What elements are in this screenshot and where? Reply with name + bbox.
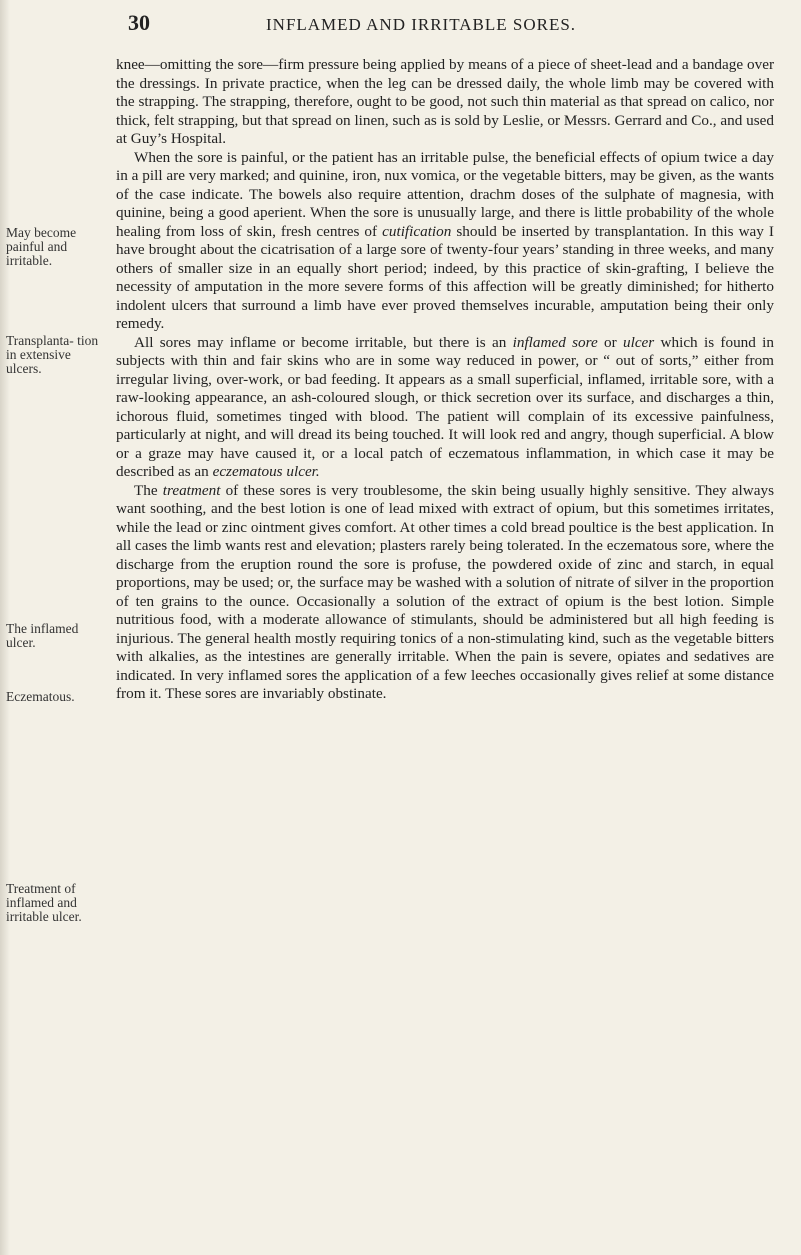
- italic-term: ulcer: [623, 333, 655, 351]
- text-run: which is found in subjects with thin and fair skins who are in some way reduced in power, or “ out of sorts,” either from irregular living, over-work, or bad feeding. It appears as a small superficial, inflamed, irritable sore, with a raw-looking appearance, an ash-coloured slough, or thick secretion over its surface, and discharges a thin, ichorous fluid, sometimes tinged with blood. The patient will complain of its excessive painfulness, particularly at night, and will dread its being touched. It will look red and angry, though superficial. A blow or a graze may have caused it, or a local patch of eczematous inflammation, in which case it may be described as an: [116, 333, 774, 480]
- text-run: The: [134, 481, 163, 499]
- text-run: When the sore is painful, or the patient has an irritable pulse, the beneficial effects of opium twice a day in a pill are very marked; and quinine, iron, nux vomica, or the vegetable bitters, may be given, as the wants of the case indicate. The bowels also require attention, drachm doses of the sulphate of magnesia, with quinine, being a good aperient. When the sore is unusually large, and there is little probability of the whole healing from loss of skin, fresh centres of: [116, 148, 774, 240]
- italic-term: cutification: [382, 222, 452, 240]
- margin-note-eczematous: Eczematous.: [6, 689, 75, 704]
- italic-term: inflamed sore: [512, 333, 598, 351]
- page-header: [128, 10, 768, 36]
- margin-note-inflamed-ulcer: The inflamed ulcer.: [6, 621, 79, 650]
- text-run: of these sores is very troublesome, the skin being usually highly sensitive. They always want soothing, and the best lotion is one of lead mixed with extract of opium, but this sometimes irritates, while the lead or zinc ointment gives comfort. At other times a cold bread poultice is the best application. In all cases the limb wants rest and elevation; plasters rarely being tolerated. In the eczematous sore, where the discharge from the eruption round the sore is profuse, the powdered oxide of zinc and starch, in equal proportions, may be used; or, the surface may be washed with a solution of nitrate of silver in the proportion of ten grains to the ounce. Occasionally a solution of the extract of opium is the best lotion. Simple nutritious food, with a moderate allowance of stimulants, should be administered but all high feeding is injurious. The general health mostly requiring tonics of a non-stimulating kind, such as the vegetable bitters with alkalies, as the intestines are generally irritable. When the pain is severe, opiates and sedatives are indicated. In very inflamed sores the application of a few leeches occasionally gives relief at some distance from it. These sores are invariably obstinate.: [116, 481, 774, 702]
- paragraph: [116, 56, 774, 149]
- body-text: [116, 56, 774, 704]
- text-run: knee—omitting the sore—firm pressure being applied by means of a piece of sheet-lead and a bandage over the dressings. In private practice, when the leg can be dressed daily, the whole limb may be covered with the strapping. The strapping, therefore, ought to be good, not such thin material as that spread on calico, nor thick, felt strapping, but that spread on linen, such as is sold by Leslie, or Messrs. Gerrard and Co., and used at Guy’s Hospital.: [116, 56, 774, 147]
- text-run: or: [597, 333, 623, 351]
- paragraph: [116, 149, 774, 334]
- margin-note-treatment: Treatment of inflamed and irritable ulcer.: [6, 881, 82, 924]
- page-number: 30: [128, 10, 150, 35]
- margin-note-painful: May become painful and irritable.: [6, 225, 77, 268]
- text-run: All sores may inflame or become irritable, but there is an: [134, 333, 513, 351]
- italic-term: treatment: [162, 481, 221, 499]
- italic-term: eczematous ulcer.: [212, 463, 320, 480]
- paragraph: [116, 334, 774, 482]
- margin-note-transplantation: Transplanta- tion in extensive ulcers.: [6, 333, 99, 376]
- paragraph: [116, 482, 774, 704]
- text-run: should be inserted by transplantation. In this way I have brought about the cicatrisation of a large sore of twenty-four years’ standing in three weeks, and many others of smaller size in an equally short period; indeed, by this practice of skin-grafting, I believe the necessity of amputation in the more severe forms of this affection will be greatly diminished; for hitherto indolent ulcers that surround a limb have ever proved themselves incurable, amputation being their only remedy.: [116, 222, 774, 332]
- running-head: INFLAMED AND IRRITABLE SORES.: [266, 15, 577, 34]
